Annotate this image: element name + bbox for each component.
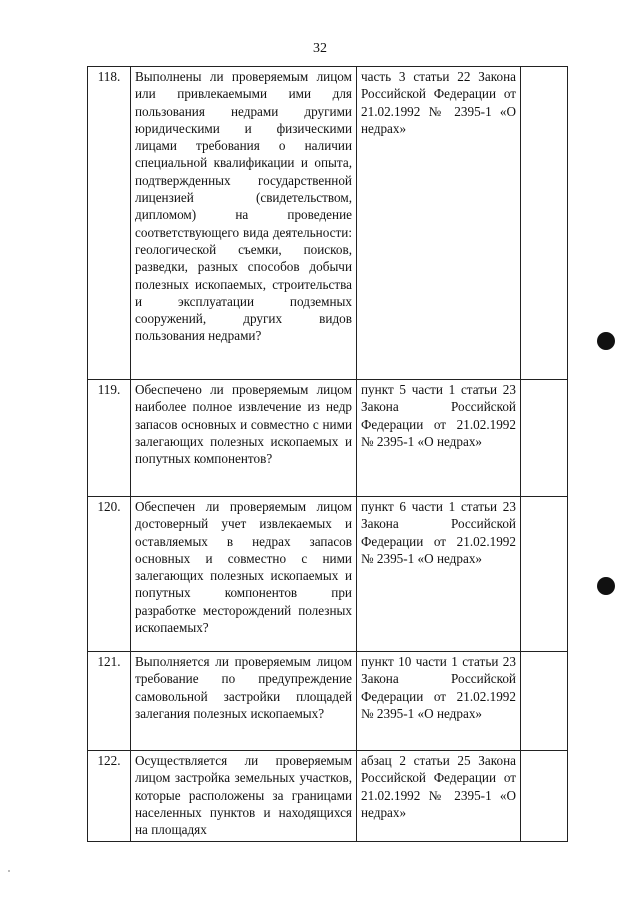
- row-number: 122.: [88, 751, 131, 842]
- table-row: [88, 652, 568, 751]
- table-row: [88, 380, 568, 497]
- legal-reference: часть 3 статьи 22 Закона Российской Федерации от 21.02.1992 № 2395-1 «О недрах»: [361, 69, 516, 136]
- question-text: Выполняется ли проверяемым лицом требование по предупреждение самовольной застройки площадей залегания полезных ископаемых?: [135, 654, 352, 721]
- row-number: 119.: [88, 380, 131, 497]
- legal-reference: пункт 5 части 1 статьи 23 Закона Российской Федерации от 21.02.1992 № 2395-1 «О недрах»: [361, 382, 516, 449]
- note-cell: [521, 67, 568, 380]
- table-row: [88, 67, 568, 380]
- legal-reference: пункт 6 части 1 статьи 23 Закона Российской Федерации от 21.02.1992 № 2395-1 «О недрах»: [361, 499, 516, 566]
- question-text: Выполнены ли проверяемым лицом или привлекаемыми ими для пользования недрами другими юридическими и физическими лицами требования о наличии специальной квалификации и опыта, подтвержденных государственной лицензией (свидетельством, дипломом) на проведение соответствующего вида деятельности: геологической съемки, поисков, разведки, разных способов добычи полезных ископаемых, строительства и эксплуатации подземных сооружений, других видов пользования недрами?: [135, 69, 352, 344]
- note-cell: [521, 497, 568, 652]
- question-text: Обеспечен ли проверяемым лицом достоверный учет извлекаемых и оставляемых в недрах запасов основных и совместно с ними залегающих полезных ископаемых и попутных компонентов при разработке месторождений полезных ископаемых?: [135, 499, 352, 636]
- legal-reference: абзац 2 статьи 25 Закона Российской Федерации от 21.02.1992 № 2395-1 «О недрах»: [361, 753, 516, 820]
- page-number: 32: [313, 41, 327, 56]
- note-cell: [521, 751, 568, 842]
- checklist-table: [87, 66, 568, 842]
- scan-speck: [8, 870, 10, 872]
- table-row: [88, 497, 568, 652]
- note-cell: [521, 380, 568, 497]
- binder-hole-mark: [597, 577, 615, 595]
- question-text: Обеспечено ли проверяемым лицом наиболее полное извлечение из недр запасов основных и совместно с ними залегающих полезных ископаемых и попутных компонентов?: [135, 382, 352, 467]
- question-text: Осуществляется ли проверяемым лицом застройка земельных участков, которые расположены за границами населенных пунктов и находящихся на площадях: [135, 753, 352, 838]
- binder-hole-mark: [597, 332, 615, 350]
- row-number: 120.: [88, 497, 131, 652]
- row-number: 121.: [88, 652, 131, 751]
- legal-reference: пункт 10 части 1 статьи 23 Закона Российской Федерации от 21.02.1992 № 2395-1 «О недрах»: [361, 654, 516, 721]
- note-cell: [521, 652, 568, 751]
- row-number: 118.: [88, 67, 131, 380]
- table-row: [88, 751, 568, 842]
